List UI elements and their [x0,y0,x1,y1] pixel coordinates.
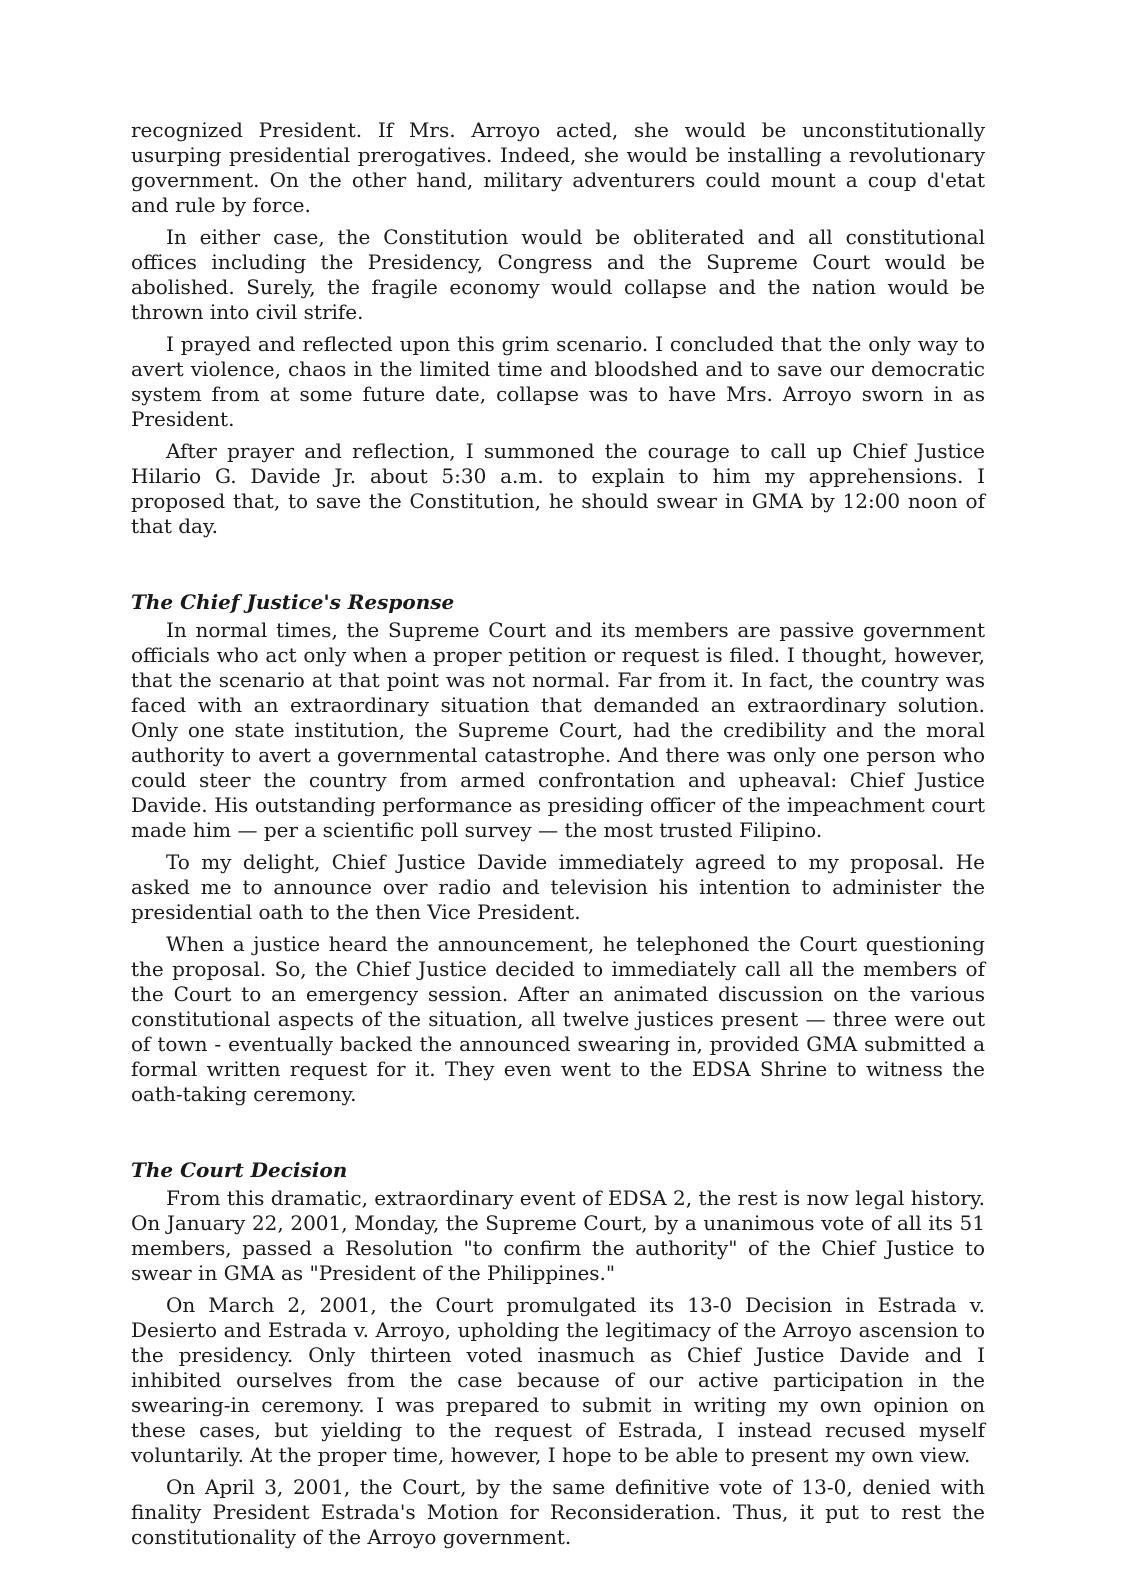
paragraph: In either case, the Constitution would be obliterated and all constitutional offices including the Presidency, Congress and the Supreme Court would be abolished. Surely, the fragile economy would collapse and the nation would be thrown into civil strife. [131,225,985,324]
section-chief-justice-response [131,589,985,1107]
paragraph: To my delight, Chief Justice Davide immediately agreed to my proposal. He asked me to announce over radio and television his intention to administer the presidential oath to the then Vice President. [131,850,985,924]
paragraph: On March 2, 2001, the Court promulgated its 13-0 Decision in Estrada v. Desierto and Estrada v. Arroyo, upholding the legitimacy of the Arroyo ascension to the presidency. Only thirteen voted inasmuch as Chief Justice Davide and I inhibited ourselves from the case because of our active participation in the swearing-in ceremony. I was prepared to submit in writing my own opinion on these cases, but yielding to the request of Estrada, I instead recused myself voluntarily. At the proper time, however, I hope to be able to present my own view. [131,1293,985,1467]
paragraph: From this dramatic, extraordinary event of EDSA 2, the rest is now legal history. On January 22, 2001, Monday, the Supreme Court, by a unanimous vote of all its 51 members, passed a Resolution "to confirm the authority" of the Chief Justice to swear in GMA as "President of the Philippines." [131,1186,985,1285]
paragraph: In normal times, the Supreme Court and its members are passive government officials who act only when a proper petition or request is filed. I thought, however, that the scenario at that point was not normal. Far from it. In fact, the country was faced with an extraordinary situation that demanded an extraordinary solution. Only one state institution, the Supreme Court, had the credibility and the moral authority to avert a governmental catastrophe. And there was only one person who could steer the country from armed confrontation and upheaval: Chief Justice Davide. His outstanding performance as presiding officer of the impeachment court made him — per a scientific poll survey — the most trusted Filipino. [131,618,985,842]
document-page [131,118,985,1557]
section-court-decision [131,1157,985,1550]
paragraph: After prayer and reflection, I summoned the courage to call up Chief Justice Hilario G. Davide Jr. about 5:30 a.m. to explain to him my apprehensions. I proposed that, to save the Constitution, he should swear in GMA by 12:00 noon of that day. [131,439,985,538]
section-spacer [131,1114,985,1157]
section-heading: The Court Decision [131,1158,348,1182]
paragraph: When a justice heard the announcement, he telephoned the Court questioning the proposal. So, the Chief Justice decided to immediately call all the members of the Court to an emergency session. After an animated discussion on the various constitutional aspects of the situation, all twelve justices present — three were out of town - eventually backed the announced swearing in, provided GMA submitted a formal written request for it. They even went to the EDSA Shrine to witness the oath-taking ceremony. [131,932,985,1106]
section-intro [131,118,985,539]
paragraph: recognized President. If Mrs. Arroyo acted, she would be unconstitutionally usurping presidential prerogatives. Indeed, she would be installing a revolutionary government. On the other hand, military adventurers could mount a coup d'etat and rule by force. [131,118,985,217]
section-heading: The Chief Justice's Response [131,590,455,614]
paragraph: On April 3, 2001, the Court, by the same definitive vote of 13-0, denied with finality President Estrada's Motion for Reconsideration. Thus, it put to rest the constitutionality of the Arroyo government. [131,1475,985,1549]
paragraph: I prayed and reflected upon this grim scenario. I concluded that the only way to avert violence, chaos in the limited time and bloodshed and to save our democratic system from at some future date, collapse was to have Mrs. Arroyo sworn in as President. [131,332,985,431]
section-spacer [131,546,985,589]
